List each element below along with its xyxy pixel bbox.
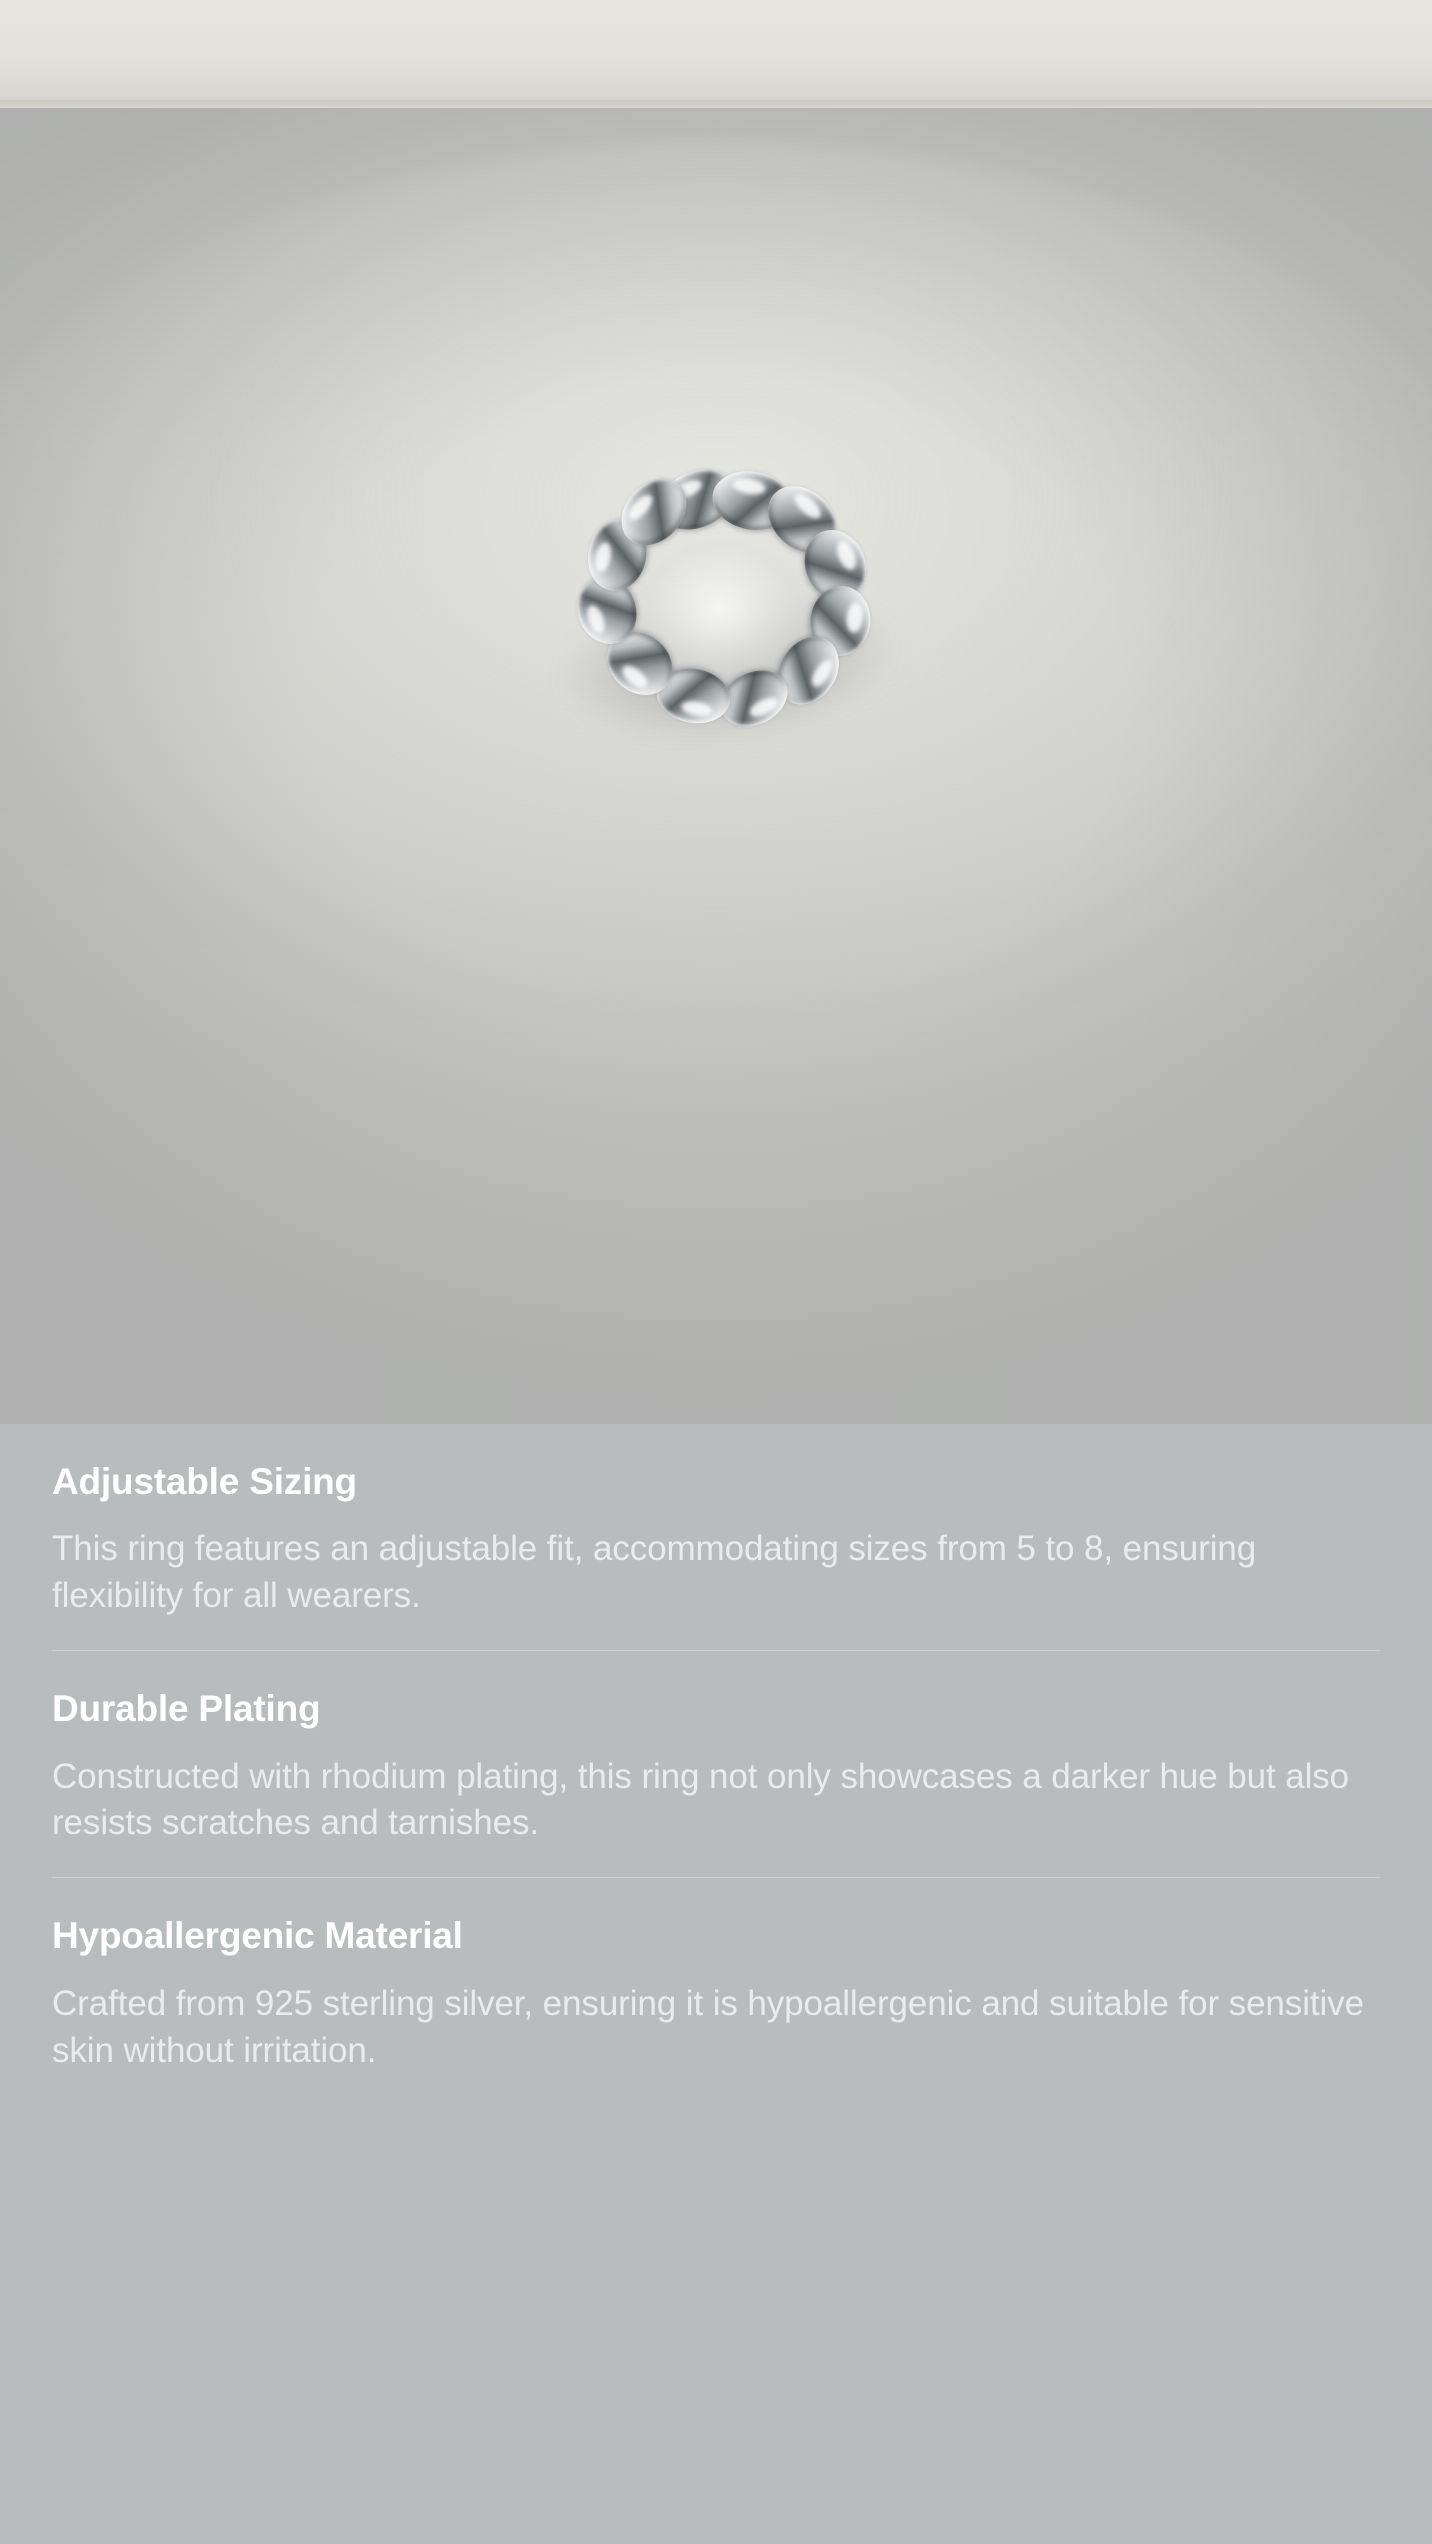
feature-description: Constructed with rhodium plating, this ring not only showcases a darker hue but also resists scratches and tarnishes. bbox=[52, 1756, 1350, 1843]
feature-list bbox=[0, 1424, 1432, 2105]
feature-title: Hypoallergenic Material bbox=[52, 1915, 463, 1957]
feature-description: Crafted from 925 sterling silver, ensuring it is hypoallergenic and suitable for sensitive skin without irritation. bbox=[52, 1983, 1364, 2070]
feature-item bbox=[52, 1650, 1380, 1877]
feature-title: Durable Plating bbox=[52, 1688, 321, 1730]
feature-title: Adjustable Sizing bbox=[52, 1461, 357, 1502]
feature-item bbox=[52, 1424, 1380, 1650]
feature-item bbox=[52, 1877, 1380, 2104]
feature-description: This ring features an adjustable fit, accommodating sizes from 5 to 8, ensuring flexibility for all wearers. bbox=[52, 1529, 1257, 1616]
